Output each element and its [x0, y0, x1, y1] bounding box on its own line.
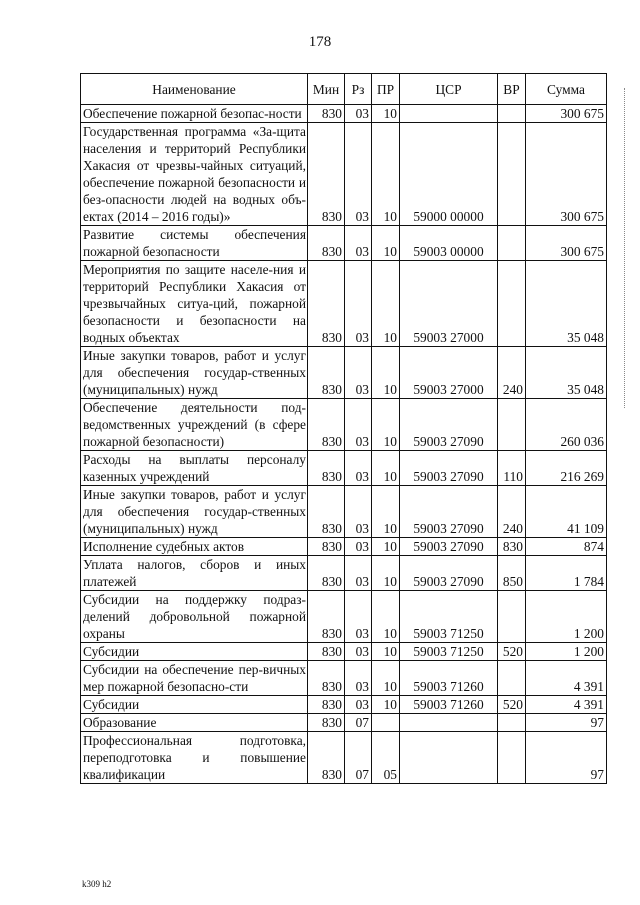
cell-name: Субсидии на обеспечение пер-вичных мер пожарной безопасно-сти	[81, 661, 308, 696]
cell-sum: 41 109	[526, 486, 607, 538]
cell-rz: 07	[345, 732, 372, 784]
cell-pr: 10	[372, 399, 400, 451]
cell-csr: 59003 27090	[400, 451, 498, 486]
cell-sum: 1 200	[526, 591, 607, 643]
cell-sum: 260 036	[526, 399, 607, 451]
cell-csr: 59003 00000	[400, 226, 498, 261]
cell-min: 830	[308, 123, 345, 226]
cell-vr	[498, 591, 526, 643]
cell-min: 830	[308, 261, 345, 347]
cell-pr: 10	[372, 451, 400, 486]
edge-dots	[624, 88, 631, 408]
cell-rz: 03	[345, 105, 372, 123]
cell-pr: 10	[372, 261, 400, 347]
page-number: 178	[308, 34, 332, 50]
cell-vr	[498, 732, 526, 784]
cell-sum: 300 675	[526, 105, 607, 123]
cell-pr: 10	[372, 226, 400, 261]
cell-name: Субсидии на поддержку подраз-делений добровольной пожарной охраны	[81, 591, 308, 643]
cell-min: 830	[308, 661, 345, 696]
cell-rz: 03	[345, 261, 372, 347]
table-row	[81, 538, 607, 556]
cell-name: Образование	[81, 714, 308, 732]
cell-min: 830	[308, 714, 345, 732]
cell-min: 830	[308, 451, 345, 486]
cell-pr: 10	[372, 661, 400, 696]
table-row	[81, 696, 607, 714]
cell-pr: 10	[372, 538, 400, 556]
cell-pr: 10	[372, 696, 400, 714]
table-row	[81, 556, 607, 591]
cell-pr: 10	[372, 123, 400, 226]
cell-vr	[498, 123, 526, 226]
cell-name: Уплата налогов, сборов и иных платежей	[81, 556, 308, 591]
cell-min: 830	[308, 105, 345, 123]
table-row	[81, 591, 607, 643]
cell-name: Развитие системы обеспечения пожарной безопасности	[81, 226, 308, 261]
cell-sum: 874	[526, 538, 607, 556]
cell-csr: 59003 27000	[400, 261, 498, 347]
cell-vr	[498, 714, 526, 732]
header-csr: ЦСР	[400, 74, 498, 105]
cell-min: 830	[308, 591, 345, 643]
cell-min: 830	[308, 538, 345, 556]
cell-name: Субсидии	[81, 696, 308, 714]
cell-min: 830	[308, 696, 345, 714]
table-row	[81, 105, 607, 123]
cell-vr	[498, 399, 526, 451]
table-header-row	[81, 74, 607, 105]
table-row	[81, 643, 607, 661]
cell-pr: 10	[372, 105, 400, 123]
cell-vr: 240	[498, 486, 526, 538]
table-row	[81, 399, 607, 451]
cell-csr: 59003 27090	[400, 556, 498, 591]
table-row	[81, 661, 607, 696]
cell-sum: 1 784	[526, 556, 607, 591]
cell-vr: 520	[498, 696, 526, 714]
table-row	[81, 261, 607, 347]
cell-vr	[498, 105, 526, 123]
cell-csr: 59003 27090	[400, 538, 498, 556]
cell-vr: 520	[498, 643, 526, 661]
cell-csr	[400, 732, 498, 784]
header-rz: Рз	[345, 74, 372, 105]
cell-name: Иные закупки товаров, работ и услуг для обеспечения государ-ственных (муниципальных) нужд	[81, 347, 308, 399]
cell-min: 830	[308, 347, 345, 399]
cell-sum: 4 391	[526, 661, 607, 696]
cell-min: 830	[308, 399, 345, 451]
cell-pr: 10	[372, 556, 400, 591]
cell-rz: 03	[345, 451, 372, 486]
cell-vr: 830	[498, 538, 526, 556]
cell-rz: 03	[345, 226, 372, 261]
table-row	[81, 732, 607, 784]
cell-sum: 4 391	[526, 696, 607, 714]
cell-vr: 110	[498, 451, 526, 486]
cell-rz: 03	[345, 696, 372, 714]
cell-name: Субсидии	[81, 643, 308, 661]
budget-table	[80, 73, 607, 784]
table-row	[81, 123, 607, 226]
cell-csr: 59003 27090	[400, 399, 498, 451]
cell-vr: 240	[498, 347, 526, 399]
header-pr: ПР	[372, 74, 400, 105]
cell-vr	[498, 226, 526, 261]
cell-csr: 59003 71260	[400, 661, 498, 696]
cell-csr	[400, 714, 498, 732]
cell-min: 830	[308, 643, 345, 661]
cell-rz: 03	[345, 347, 372, 399]
table-row	[81, 226, 607, 261]
cell-rz: 03	[345, 591, 372, 643]
cell-min: 830	[308, 226, 345, 261]
cell-rz: 03	[345, 399, 372, 451]
table-row	[81, 451, 607, 486]
cell-name: Иные закупки товаров, работ и услуг для обеспечения государ-ственных (муниципальных) нужд	[81, 486, 308, 538]
cell-sum: 216 269	[526, 451, 607, 486]
table-row	[81, 714, 607, 732]
cell-rz: 07	[345, 714, 372, 732]
header-sum: Сумма	[526, 74, 607, 105]
cell-csr: 59003 71250	[400, 591, 498, 643]
cell-csr: 59000 00000	[400, 123, 498, 226]
cell-name: Профессиональная подготовка, переподготовка и повышение квалификации	[81, 732, 308, 784]
cell-min: 830	[308, 556, 345, 591]
cell-sum: 35 048	[526, 261, 607, 347]
cell-sum: 300 675	[526, 226, 607, 261]
cell-name: Мероприятия по защите населе-ния и территорий Республики Хакасия от чрезвычайных ситуа-ций, пожарной безопасности и безопасности на водных объектах	[81, 261, 308, 347]
cell-rz: 03	[345, 643, 372, 661]
table-row	[81, 347, 607, 399]
cell-csr	[400, 105, 498, 123]
cell-pr	[372, 714, 400, 732]
header-vr: ВР	[498, 74, 526, 105]
cell-csr: 59003 27090	[400, 486, 498, 538]
table-row	[81, 486, 607, 538]
cell-min: 830	[308, 486, 345, 538]
cell-rz: 03	[345, 556, 372, 591]
cell-pr: 10	[372, 643, 400, 661]
cell-rz: 03	[345, 123, 372, 226]
cell-name: Исполнение судебных актов	[81, 538, 308, 556]
cell-pr: 10	[372, 347, 400, 399]
cell-rz: 03	[345, 661, 372, 696]
cell-rz: 03	[345, 486, 372, 538]
cell-csr: 59003 27000	[400, 347, 498, 399]
cell-vr	[498, 261, 526, 347]
cell-name: Обеспечение деятельности под-ведомственных учреждений (в сфере пожарной безопасности)	[81, 399, 308, 451]
header-name: Наименование	[81, 74, 308, 105]
cell-min: 830	[308, 732, 345, 784]
cell-name: Расходы на выплаты персоналу казенных учреждений	[81, 451, 308, 486]
footer-code: k309 h2	[82, 879, 112, 889]
cell-name: Государственная программа «За-щита населения и территорий Республики Хакасия от чрезвы-чайных ситуаций, обеспечение пожарной безопасности и без-опасности людей на водных объ-ектах (2014 – 2016 годы)»	[81, 123, 308, 226]
cell-sum: 97	[526, 732, 607, 784]
cell-sum: 97	[526, 714, 607, 732]
cell-vr: 850	[498, 556, 526, 591]
header-min: Мин	[308, 74, 345, 105]
cell-sum: 300 675	[526, 123, 607, 226]
cell-rz: 03	[345, 538, 372, 556]
cell-sum: 35 048	[526, 347, 607, 399]
cell-pr: 10	[372, 591, 400, 643]
cell-sum: 1 200	[526, 643, 607, 661]
cell-vr	[498, 661, 526, 696]
cell-csr: 59003 71250	[400, 643, 498, 661]
cell-pr: 05	[372, 732, 400, 784]
cell-csr: 59003 71260	[400, 696, 498, 714]
cell-name: Обеспечение пожарной безопас-ности	[81, 105, 308, 123]
cell-pr: 10	[372, 486, 400, 538]
